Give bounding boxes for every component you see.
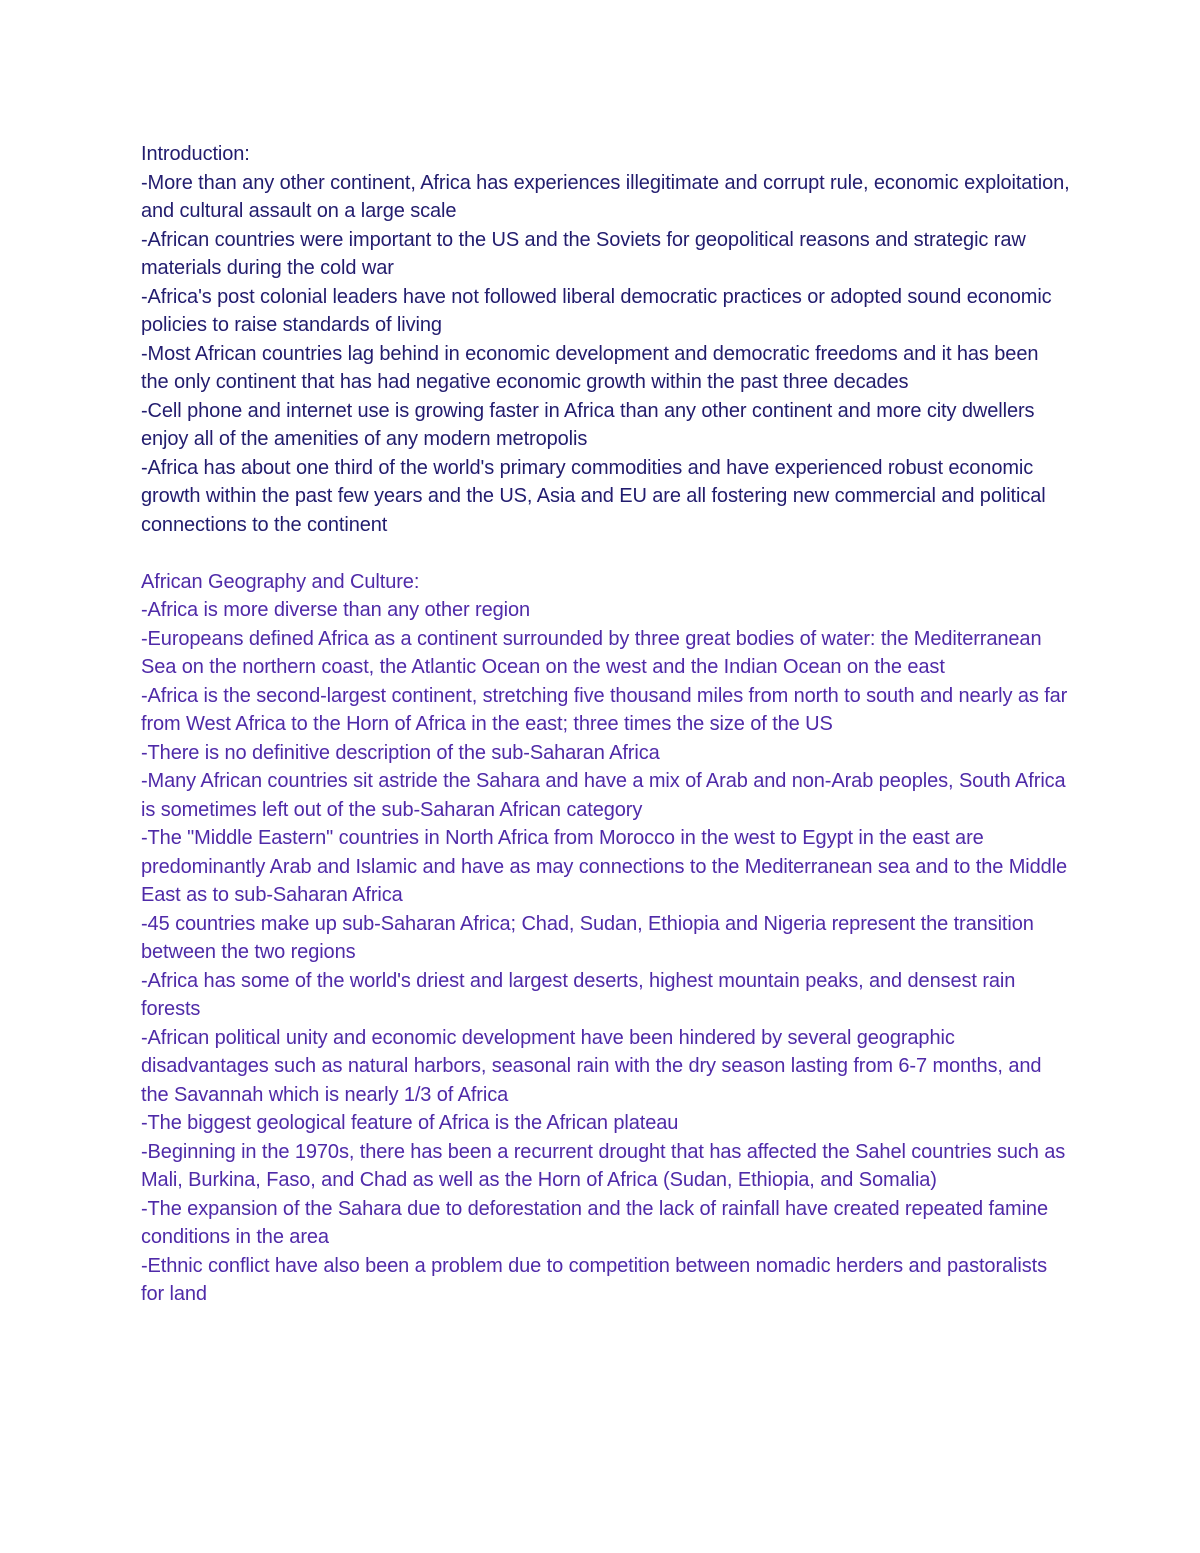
bullet-item: -There is no definitive description of the sub-Saharan Africa [141,741,660,764]
bullet-item: -45 countries make up sub-Saharan Africa; Chad, Sudan, Ethiopia and Nigeria represent the transition between the two regions [141,912,1034,963]
bullet-item: -The biggest geological feature of Africa is the African plateau [141,1112,679,1134]
section-geography-culture [141,568,1071,1309]
document-page [141,140,1071,1309]
bullet-item: -The "Middle Eastern" countries in North Africa from Morocco in the west to Egypt in the east are predominantly Arab and Islamic and have as may connections to the Mediterranean sea and to the Middle East as to sub-Saharan Africa [141,827,1068,906]
bullet-item: -African political unity and economic development have been hindered by several geographic disadvantages such as natural harbors, seasonal rain with the dry season lasting from 6-7 months, and the Savannah which is nearly 1/3 of Africa [141,1026,1042,1106]
bullet-item: -Many African countries sit astride the Sahara and have a mix of Arab and non-Arab peoples, South Africa is sometimes left out of the sub-Saharan African category [141,770,1066,821]
section-heading: Introduction: [141,143,250,165]
bullet-item: -Cell phone and internet use is growing faster in Africa than any other continent and more city dwellers enjoy all of the amenities of any modern metropolis [141,399,1035,450]
bullet-item: -More than any other continent, Africa has experiences illegitimate and corrupt rule, economic exploitation, and cultural assault on a large scale [141,171,1070,222]
bullet-item: -Ethnic conflict have also been a problem due to competition between nomadic herders and pastoralists for land [141,1254,1047,1305]
section-introduction [141,140,1071,539]
bullet-item: -Africa is more diverse than any other region [141,599,531,621]
bullet-item: -Africa's post colonial leaders have not followed liberal democratic practices or adopted sound economic policies to raise standards of living [141,285,1052,336]
bullet-item: -Most African countries lag behind in economic development and democratic freedoms and it has been the only continent that has had negative economic growth within the past three decades [141,342,1039,393]
section-heading: African Geography and Culture: [141,570,420,593]
bullet-item: -Europeans defined Africa as a continent surrounded by three great bodies of water: the Mediterranean Sea on the northern coast, the Atlantic Ocean on the west and the Indian Ocean on the east [141,627,1042,678]
bullet-item: -African countries were important to the US and the Soviets for geopolitical reasons and strategic raw materials during the cold war [141,228,1026,279]
bullet-item: -Africa is the second-largest continent, stretching five thousand miles from north to south and nearly as far from West Africa to the Horn of Africa in the east; three times the size of the US [141,684,1068,735]
bullet-item: -Beginning in the 1970s, there has been a recurrent drought that has affected the Sahel countries such as Mali, Burkina, Faso, and Chad as well as the Horn of Africa (Sudan, Ethiopia, and Somalia) [141,1140,1066,1191]
bullet-item: -The expansion of the Sahara due to deforestation and the lack of rainfall have created repeated famine conditions in the area [141,1197,1048,1248]
bullet-item: -Africa has about one third of the world's primary commodities and have experienced robust economic growth within the past few years and the US, Asia and EU are all fostering new commercial and political connections to the continent [141,456,1046,536]
bullet-item: -Africa has some of the world's driest and largest deserts, highest mountain peaks, and densest rain forests [141,969,1016,1020]
